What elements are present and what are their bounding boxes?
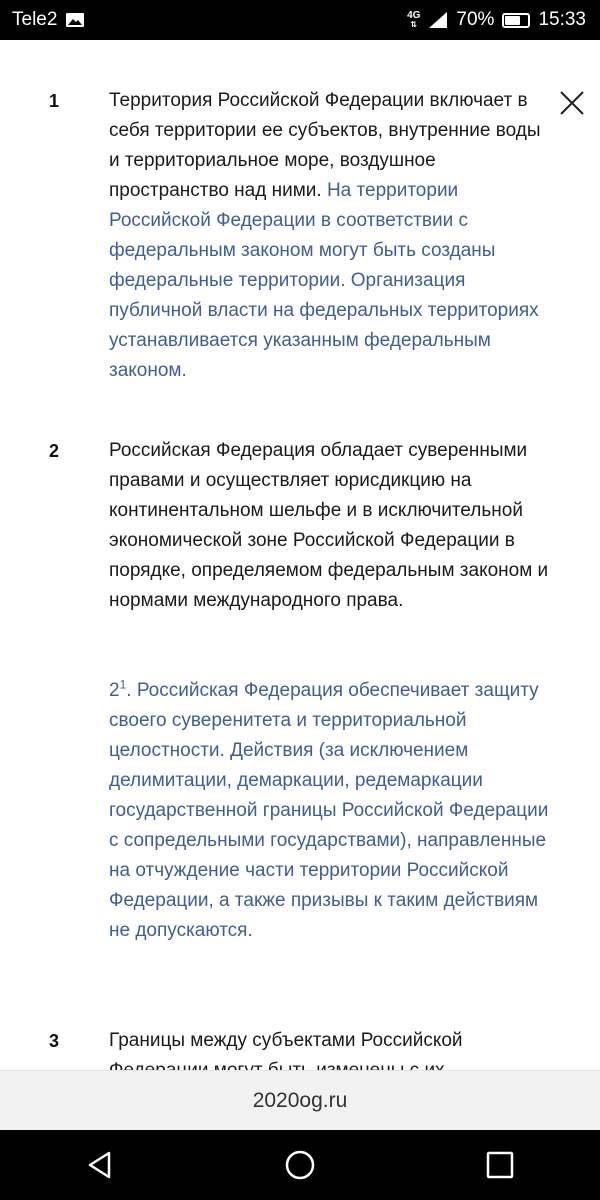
article-content[interactable] (0, 40, 600, 1070)
status-right (407, 9, 586, 31)
signal-icon (428, 11, 448, 29)
image-notification-icon (65, 12, 85, 28)
home-button[interactable] (280, 1145, 320, 1185)
article-number: 2 (49, 441, 60, 461)
back-triangle-icon (85, 1150, 115, 1180)
battery-percent: 70% (456, 9, 495, 30)
url-text[interactable]: 2020og.ru (252, 1088, 348, 1112)
status-left (12, 9, 85, 31)
article-text-main: Территория Российской Федерации включает в себя территории ее субъектов, внутренние воды и территориальное море, воздушное пространство над ними. (109, 90, 541, 201)
article-number: 3 (49, 1031, 60, 1051)
recents-button[interactable] (480, 1145, 520, 1185)
article-text-main: Российская Федерация обладает суверенными правами и осуществляет юрисдикцию на континентальном шельфе и в исключительной экономической зоне Российской Федерации в порядке, определяемом федеральным законом и нормами международного права. (109, 440, 549, 611)
article-number: 1 (49, 91, 60, 111)
network-type: 4G (407, 10, 421, 21)
close-icon[interactable] (558, 89, 586, 117)
carrier-name: Tele2 (12, 9, 58, 30)
subsection-superscript: 1 (119, 677, 127, 692)
article-subsection (109, 676, 549, 946)
article-text-main: Границы между субъектами Российской (109, 1030, 463, 1051)
status-bar (0, 0, 600, 40)
back-button[interactable] (80, 1145, 120, 1185)
address-bar[interactable] (0, 1070, 600, 1130)
battery-icon (502, 13, 530, 28)
subsection-text: . Российская Федерация обеспечивает защиту своего суверенитета и территориальной целостности. Действия (за исключением делимитации, демаркации, редемаркации государственной границы Российской Федерации с сопредельными государствами), направленные на отчуждение части территории Российской Федерации, а также призывы к таким действиям не допускаются. (109, 680, 549, 941)
subsection-number: 2 (109, 680, 120, 701)
article-text-amendment: На территории Российской Федерации в соответствии с федеральным законом могут быть созданы федеральные территории. Организация публичной власти на федеральных территориях устанавливается указанным федеральным законом. (109, 180, 539, 381)
network-type-icon: 4G ⇅ (407, 10, 421, 29)
navigation-bar (0, 1130, 600, 1200)
recents-square-icon (486, 1151, 514, 1179)
home-circle-icon (284, 1149, 316, 1181)
battery-fill (505, 16, 520, 25)
clock: 15:33 (538, 9, 586, 30)
article-text (109, 86, 549, 386)
article-text (109, 436, 549, 616)
